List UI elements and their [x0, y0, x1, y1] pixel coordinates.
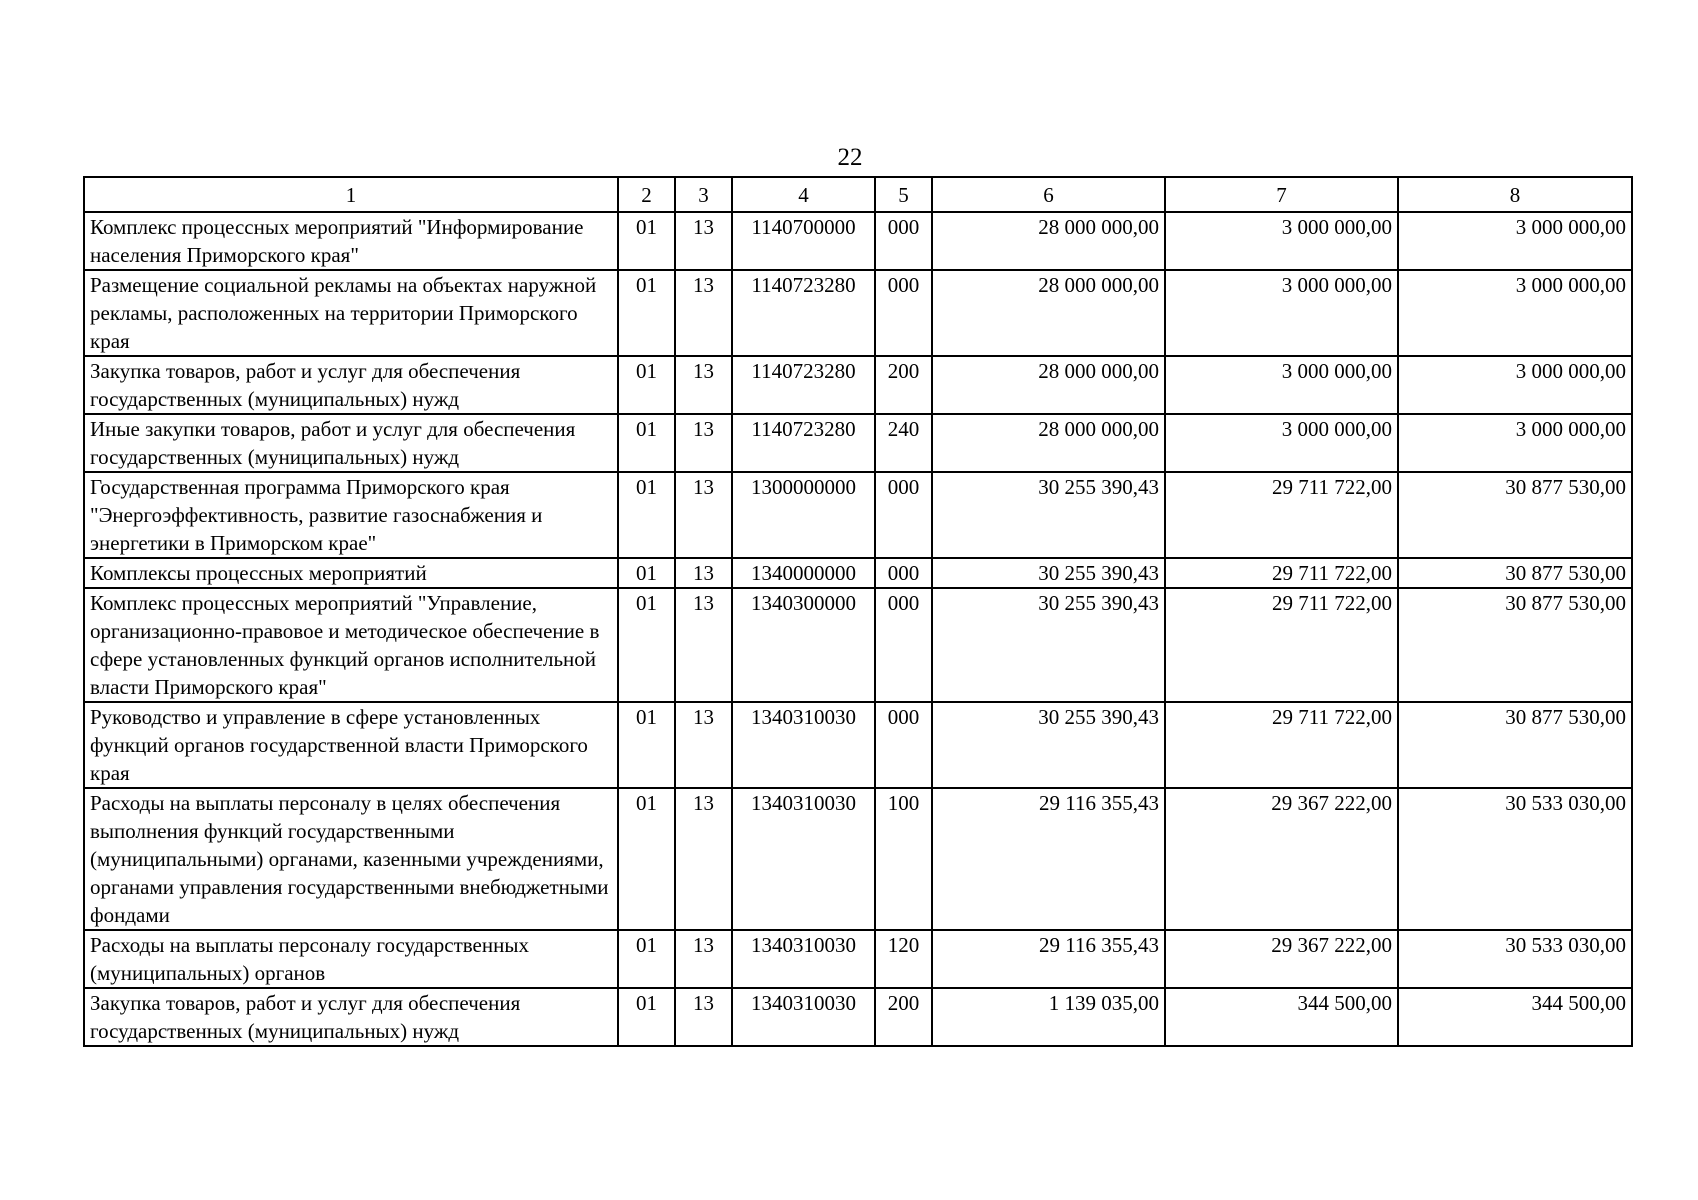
expense-type-cell: 100	[875, 788, 932, 930]
table-row	[84, 270, 1632, 356]
table-row	[84, 356, 1632, 414]
header-row	[84, 177, 1632, 212]
amount-col7-cell: 29 711 722,00	[1165, 558, 1398, 588]
amount-col6-cell: 30 255 390,43	[932, 702, 1165, 788]
table-row	[84, 702, 1632, 788]
table-row	[84, 588, 1632, 702]
expense-type-cell: 000	[875, 472, 932, 558]
expense-name-cell: Иные закупки товаров, работ и услуг для обеспечения государственных (муниципальных) нужд	[84, 414, 618, 472]
expense-type-cell: 000	[875, 212, 932, 270]
amount-col6-cell: 1 139 035,00	[932, 988, 1165, 1046]
section-code-cell: 01	[618, 356, 675, 414]
target-article-cell: 1340310030	[732, 988, 875, 1046]
table-row	[84, 988, 1632, 1046]
amount-col6-cell: 30 255 390,43	[932, 558, 1165, 588]
expense-type-cell: 000	[875, 702, 932, 788]
amount-col8-cell: 3 000 000,00	[1398, 270, 1632, 356]
target-article-cell: 1300000000	[732, 472, 875, 558]
target-article-cell: 1140723280	[732, 414, 875, 472]
target-article-cell: 1140723280	[732, 356, 875, 414]
expense-type-cell: 200	[875, 356, 932, 414]
expense-name-cell: Государственная программа Приморского края "Энергоэффективность, развитие газоснабжения и энергетики в Приморском крае"	[84, 472, 618, 558]
amount-col6-cell: 30 255 390,43	[932, 472, 1165, 558]
section-code-cell: 01	[618, 212, 675, 270]
expense-type-cell: 000	[875, 270, 932, 356]
target-article-cell: 1140700000	[732, 212, 875, 270]
column-header-6: 6	[932, 177, 1165, 212]
subsection-code-cell: 13	[675, 930, 732, 988]
amount-col6-cell: 28 000 000,00	[932, 270, 1165, 356]
page-number: 22	[837, 144, 863, 171]
amount-col8-cell: 30 533 030,00	[1398, 788, 1632, 930]
amount-col7-cell: 29 711 722,00	[1165, 702, 1398, 788]
subsection-code-cell: 13	[675, 558, 732, 588]
expense-name-cell: Комплекс процессных мероприятий "Управление, организационно-правовое и методическое обеспечение в сфере установленных функций органов исполнительной власти Приморского края"	[84, 588, 618, 702]
expense-name-cell: Комплексы процессных мероприятий	[84, 558, 618, 588]
budget-table	[83, 176, 1633, 1047]
amount-col6-cell: 29 116 355,43	[932, 788, 1165, 930]
section-code-cell: 01	[618, 930, 675, 988]
section-code-cell: 01	[618, 588, 675, 702]
amount-col8-cell: 344 500,00	[1398, 988, 1632, 1046]
expense-name-cell: Закупка товаров, работ и услуг для обеспечения государственных (муниципальных) нужд	[84, 356, 618, 414]
section-code-cell: 01	[618, 558, 675, 588]
expense-name-cell: Размещение социальной рекламы на объектах наружной рекламы, расположенных на территории Приморского края	[84, 270, 618, 356]
amount-col7-cell: 3 000 000,00	[1165, 356, 1398, 414]
amount-col6-cell: 28 000 000,00	[932, 414, 1165, 472]
section-code-cell: 01	[618, 270, 675, 356]
subsection-code-cell: 13	[675, 788, 732, 930]
column-header-2: 2	[618, 177, 675, 212]
subsection-code-cell: 13	[675, 212, 732, 270]
expense-type-cell: 200	[875, 988, 932, 1046]
table-row	[84, 788, 1632, 930]
amount-col7-cell: 29 367 222,00	[1165, 930, 1398, 988]
column-header-7: 7	[1165, 177, 1398, 212]
subsection-code-cell: 13	[675, 270, 732, 356]
amount-col8-cell: 30 533 030,00	[1398, 930, 1632, 988]
amount-col7-cell: 344 500,00	[1165, 988, 1398, 1046]
target-article-cell: 1340310030	[732, 930, 875, 988]
section-code-cell: 01	[618, 788, 675, 930]
amount-col8-cell: 30 877 530,00	[1398, 588, 1632, 702]
target-article-cell: 1340310030	[732, 788, 875, 930]
expense-type-cell: 240	[875, 414, 932, 472]
column-header-1: 1	[84, 177, 618, 212]
target-article-cell: 1340000000	[732, 558, 875, 588]
amount-col6-cell: 28 000 000,00	[932, 212, 1165, 270]
section-code-cell: 01	[618, 988, 675, 1046]
amount-col7-cell: 3 000 000,00	[1165, 270, 1398, 356]
subsection-code-cell: 13	[675, 414, 732, 472]
subsection-code-cell: 13	[675, 588, 732, 702]
subsection-code-cell: 13	[675, 988, 732, 1046]
table-row	[84, 472, 1632, 558]
section-code-cell: 01	[618, 472, 675, 558]
amount-col8-cell: 3 000 000,00	[1398, 356, 1632, 414]
target-article-cell: 1340300000	[732, 588, 875, 702]
table-body	[84, 212, 1632, 1046]
amount-col6-cell: 29 116 355,43	[932, 930, 1165, 988]
section-code-cell: 01	[618, 702, 675, 788]
amount-col6-cell: 30 255 390,43	[932, 588, 1165, 702]
subsection-code-cell: 13	[675, 356, 732, 414]
amount-col7-cell: 3 000 000,00	[1165, 414, 1398, 472]
subsection-code-cell: 13	[675, 702, 732, 788]
target-article-cell: 1140723280	[732, 270, 875, 356]
expense-name-cell: Расходы на выплаты персоналу в целях обеспечения выполнения функций государственными (муниципальными) органами, казенными учреждениями, органами управления государственными внебюджетными фондами	[84, 788, 618, 930]
expense-name-cell: Расходы на выплаты персоналу государственных (муниципальных) органов	[84, 930, 618, 988]
expense-type-cell: 120	[875, 930, 932, 988]
amount-col7-cell: 29 711 722,00	[1165, 588, 1398, 702]
expense-type-cell: 000	[875, 588, 932, 702]
table-row	[84, 414, 1632, 472]
section-code-cell: 01	[618, 414, 675, 472]
subsection-code-cell: 13	[675, 472, 732, 558]
amount-col8-cell: 3 000 000,00	[1398, 212, 1632, 270]
target-article-cell: 1340310030	[732, 702, 875, 788]
table-row	[84, 930, 1632, 988]
table-row	[84, 558, 1632, 588]
expense-name-cell: Закупка товаров, работ и услуг для обеспечения государственных (муниципальных) нужд	[84, 988, 618, 1046]
amount-col7-cell: 3 000 000,00	[1165, 212, 1398, 270]
expense-name-cell: Руководство и управление в сфере установленных функций органов государственной власти Приморского края	[84, 702, 618, 788]
column-header-5: 5	[875, 177, 932, 212]
amount-col8-cell: 30 877 530,00	[1398, 558, 1632, 588]
amount-col7-cell: 29 367 222,00	[1165, 788, 1398, 930]
amount-col8-cell: 30 877 530,00	[1398, 472, 1632, 558]
expense-name-cell: Комплекс процессных мероприятий "Информирование населения Приморского края"	[84, 212, 618, 270]
amount-col8-cell: 3 000 000,00	[1398, 414, 1632, 472]
expense-type-cell: 000	[875, 558, 932, 588]
column-header-8: 8	[1398, 177, 1632, 212]
column-header-3: 3	[675, 177, 732, 212]
amount-col6-cell: 28 000 000,00	[932, 356, 1165, 414]
amount-col8-cell: 30 877 530,00	[1398, 702, 1632, 788]
amount-col7-cell: 29 711 722,00	[1165, 472, 1398, 558]
table-row	[84, 212, 1632, 270]
column-header-4: 4	[732, 177, 875, 212]
